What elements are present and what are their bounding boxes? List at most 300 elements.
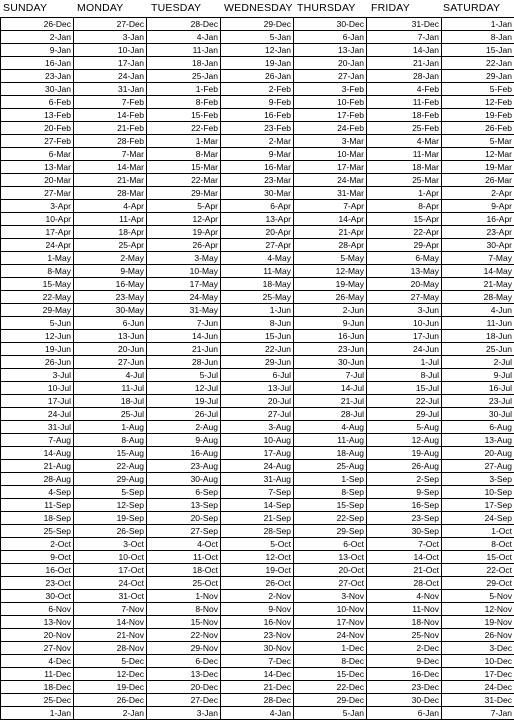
date-cell[interactable]: 30-Jan [1,83,74,96]
date-cell[interactable]: 3-Dec [442,642,514,655]
date-cell[interactable]: 11-Aug [294,434,367,447]
date-cell[interactable]: 1-Oct [442,525,514,538]
date-cell[interactable]: 4-Jul [74,369,147,382]
date-cell[interactable]: 19-Mar [442,161,514,174]
date-cell[interactable]: 8-Dec [294,655,367,668]
date-cell[interactable]: 2-Jan [74,707,147,720]
date-cell[interactable]: 22-Feb [147,122,221,135]
date-cell[interactable]: 20-Apr [221,226,294,239]
date-cell[interactable]: 8-Nov [147,603,221,616]
date-cell[interactable]: 21-Nov [74,629,147,642]
date-cell[interactable]: 6-Aug [442,421,514,434]
date-cell[interactable]: 15-Aug [74,447,147,460]
date-cell[interactable]: 6-Feb [1,96,74,109]
date-cell[interactable]: 8-Jul [367,369,442,382]
date-cell[interactable]: 16-Feb [221,109,294,122]
date-cell[interactable]: 9-Feb [221,96,294,109]
date-cell[interactable]: 6-Jan [367,707,442,720]
date-cell[interactable]: 29-Jul [367,408,442,421]
date-cell[interactable]: 29-Jun [221,356,294,369]
date-cell[interactable]: 29-Nov [147,642,221,655]
date-cell[interactable]: 8-Jun [221,317,294,330]
date-cell[interactable]: 10-Feb [294,96,367,109]
date-cell[interactable]: 29-Mar [147,187,221,200]
date-cell[interactable]: 17-Jul [1,395,74,408]
date-cell[interactable]: 16-Jul [442,382,514,395]
date-cell[interactable]: 28-Nov [74,642,147,655]
date-cell[interactable]: 8-Feb [147,96,221,109]
date-cell[interactable]: 8-May [1,265,74,278]
date-cell[interactable]: 7-May [442,252,514,265]
date-cell[interactable]: 20-Jan [294,57,367,70]
date-cell[interactable]: 4-Oct [147,538,221,551]
date-cell[interactable]: 29-Aug [74,473,147,486]
date-cell[interactable]: 15-Oct [442,551,514,564]
date-cell[interactable]: 1-Aug [74,421,147,434]
date-cell[interactable]: 4-Jan [147,31,221,44]
date-cell[interactable]: 3-Jan [147,707,221,720]
date-cell[interactable]: 4-Nov [367,590,442,603]
date-cell[interactable]: 21-Mar [74,174,147,187]
date-cell[interactable]: 18-Jun [442,330,514,343]
date-cell[interactable]: 9-Jan [1,44,74,57]
date-cell[interactable]: 27-Jan [294,70,367,83]
date-cell[interactable]: 31-May [147,304,221,317]
date-cell[interactable]: 23-Aug [147,460,221,473]
date-cell[interactable]: 1-Jun [221,304,294,317]
date-cell[interactable]: 7-Jun [147,317,221,330]
date-cell[interactable]: 10-Sep [442,486,514,499]
date-cell[interactable]: 28-Oct [367,577,442,590]
date-cell[interactable]: 15-Nov [147,616,221,629]
date-cell[interactable]: 4-Dec [1,655,74,668]
date-cell[interactable]: 9-Nov [221,603,294,616]
date-cell[interactable]: 29-Sep [294,525,367,538]
date-cell[interactable]: 10-Aug [221,434,294,447]
date-cell[interactable]: 16-Oct [1,564,74,577]
date-cell[interactable]: 14-Dec [221,668,294,681]
date-cell[interactable]: 25-Jun [442,343,514,356]
date-cell[interactable]: 2-Jan [1,31,74,44]
date-cell[interactable]: 13-Aug [442,434,514,447]
date-cell[interactable]: 2-Jul [442,356,514,369]
date-cell[interactable]: 24-Jul [1,408,74,421]
date-cell[interactable]: 6-May [367,252,442,265]
date-cell[interactable]: 9-Dec [367,655,442,668]
date-cell[interactable]: 20-May [367,278,442,291]
date-cell[interactable]: 30-Jun [294,356,367,369]
date-cell[interactable]: 31-Oct [74,590,147,603]
date-cell[interactable]: 2-Nov [221,590,294,603]
date-cell[interactable]: 21-Jul [294,395,367,408]
date-cell[interactable]: 15-Jan [442,44,514,57]
date-cell[interactable]: 18-Jul [74,395,147,408]
date-cell[interactable]: 19-Dec [74,681,147,694]
date-cell[interactable]: 27-May [367,291,442,304]
date-cell[interactable]: 16-Jan [1,57,74,70]
date-cell[interactable]: 28-Apr [294,239,367,252]
date-cell[interactable]: 13-Jul [221,382,294,395]
date-cell[interactable]: 23-Oct [1,577,74,590]
date-cell[interactable]: 7-Aug [1,434,74,447]
date-cell[interactable]: 20-Jun [74,343,147,356]
date-cell[interactable]: 24-May [147,291,221,304]
date-cell[interactable]: 1-Apr [367,187,442,200]
date-cell[interactable]: 22-Jan [442,57,514,70]
date-cell[interactable]: 20-Mar [1,174,74,187]
date-cell[interactable]: 1-Jan [1,707,74,720]
date-cell[interactable]: 24-Feb [294,122,367,135]
date-cell[interactable]: 2-Sep [367,473,442,486]
date-cell[interactable]: 17-Mar [294,161,367,174]
date-cell[interactable]: 11-Jun [442,317,514,330]
date-cell[interactable]: 19-Nov [442,616,514,629]
date-cell[interactable]: 23-Sep [367,512,442,525]
date-cell[interactable]: 10-Nov [294,603,367,616]
date-cell[interactable]: 23-Dec [367,681,442,694]
date-cell[interactable]: 12-Sep [74,499,147,512]
date-cell[interactable]: 3-May [147,252,221,265]
date-cell[interactable]: 25-Apr [74,239,147,252]
date-cell[interactable]: 11-Feb [367,96,442,109]
date-cell[interactable]: 22-Oct [442,564,514,577]
date-cell[interactable]: 24-Mar [294,174,367,187]
date-cell[interactable]: 17-Dec [442,668,514,681]
date-cell[interactable]: 5-Aug [367,421,442,434]
date-cell[interactable]: 26-Feb [442,122,514,135]
date-cell[interactable]: 20-Nov [1,629,74,642]
date-cell[interactable]: 8-Mar [147,148,221,161]
date-cell[interactable]: 14-Apr [294,213,367,226]
date-cell[interactable]: 7-Feb [74,96,147,109]
date-cell[interactable]: 30-Mar [221,187,294,200]
date-cell[interactable]: 25-May [221,291,294,304]
date-cell[interactable]: 7-Apr [294,200,367,213]
date-cell[interactable]: 13-Mar [1,161,74,174]
date-cell[interactable]: 2-Aug [147,421,221,434]
date-cell[interactable]: 21-Aug [1,460,74,473]
date-cell[interactable]: 29-Dec [221,18,294,31]
date-cell[interactable]: 27-Sep [147,525,221,538]
date-cell[interactable]: 19-May [294,278,367,291]
date-cell[interactable]: 22-Jun [221,343,294,356]
date-cell[interactable]: 11-Nov [367,603,442,616]
date-cell[interactable]: 24-Jan [74,70,147,83]
date-cell[interactable]: 14-Feb [74,109,147,122]
date-cell[interactable]: 19-Jan [221,57,294,70]
date-cell[interactable]: 24-Oct [74,577,147,590]
date-cell[interactable]: 4-Feb [367,83,442,96]
date-cell[interactable]: 21-Dec [221,681,294,694]
date-cell[interactable]: 11-Apr [74,213,147,226]
date-cell[interactable]: 17-Sep [442,499,514,512]
date-cell[interactable]: 2-May [74,252,147,265]
date-cell[interactable]: 19-Jul [147,395,221,408]
date-cell[interactable]: 23-Mar [221,174,294,187]
date-cell[interactable]: 4-Jun [442,304,514,317]
date-cell[interactable]: 19-Oct [221,564,294,577]
date-cell[interactable]: 27-Mar [1,187,74,200]
date-cell[interactable]: 3-Mar [294,135,367,148]
date-cell[interactable]: 17-Jan [74,57,147,70]
date-cell[interactable]: 5-May [294,252,367,265]
date-cell[interactable]: 6-Jan [294,31,367,44]
date-cell[interactable]: 27-Jun [74,356,147,369]
date-cell[interactable]: 17-May [147,278,221,291]
date-cell[interactable]: 14-Sep [221,499,294,512]
date-cell[interactable]: 7-Dec [221,655,294,668]
date-cell[interactable]: 9-Apr [442,200,514,213]
date-cell[interactable]: 28-Jan [367,70,442,83]
date-cell[interactable]: 9-Oct [1,551,74,564]
date-cell[interactable]: 12-Oct [221,551,294,564]
date-cell[interactable]: 16-Jun [294,330,367,343]
date-cell[interactable]: 26-Jun [1,356,74,369]
date-cell[interactable]: 10-Mar [294,148,367,161]
date-cell[interactable]: 28-Feb [74,135,147,148]
date-cell[interactable]: 28-Jul [294,408,367,421]
date-cell[interactable]: 4-May [221,252,294,265]
date-cell[interactable]: 18-Aug [294,447,367,460]
date-cell[interactable]: 3-Apr [1,200,74,213]
date-cell[interactable]: 30-Apr [442,239,514,252]
date-cell[interactable]: 12-Jul [147,382,221,395]
date-cell[interactable]: 25-Aug [294,460,367,473]
date-cell[interactable]: 27-Aug [442,460,514,473]
date-cell[interactable]: 24-Nov [294,629,367,642]
date-cell[interactable]: 10-Jan [74,44,147,57]
date-cell[interactable]: 22-Sep [294,512,367,525]
date-cell[interactable]: 1-Sep [294,473,367,486]
date-cell[interactable]: 23-Jul [442,395,514,408]
date-cell[interactable]: 22-Mar [147,174,221,187]
date-cell[interactable]: 13-Oct [294,551,367,564]
date-cell[interactable]: 9-May [74,265,147,278]
date-cell[interactable]: 26-Mar [442,174,514,187]
date-cell[interactable]: 1-Nov [147,590,221,603]
date-cell[interactable]: 13-Jun [74,330,147,343]
date-cell[interactable]: 22-Dec [294,681,367,694]
date-cell[interactable]: 12-Jun [1,330,74,343]
date-cell[interactable]: 18-Dec [1,681,74,694]
date-cell[interactable]: 12-Mar [442,148,514,161]
date-cell[interactable]: 22-May [1,291,74,304]
date-cell[interactable]: 8-Apr [367,200,442,213]
date-cell[interactable]: 29-Apr [367,239,442,252]
date-cell[interactable]: 17-Apr [1,226,74,239]
date-cell[interactable]: 24-Sep [442,512,514,525]
date-cell[interactable]: 5-Sep [74,486,147,499]
date-cell[interactable]: 3-Jun [367,304,442,317]
date-cell[interactable]: 25-Oct [147,577,221,590]
date-cell[interactable]: 4-Apr [74,200,147,213]
date-cell[interactable]: 16-Mar [221,161,294,174]
date-cell[interactable]: 26-Jul [147,408,221,421]
date-cell[interactable]: 6-Oct [294,538,367,551]
date-cell[interactable]: 5-Jan [294,707,367,720]
date-cell[interactable]: 4-Aug [294,421,367,434]
date-cell[interactable]: 23-Feb [221,122,294,135]
date-cell[interactable]: 26-Aug [367,460,442,473]
date-cell[interactable]: 6-Sep [147,486,221,499]
date-cell[interactable]: 7-Nov [74,603,147,616]
date-cell[interactable]: 6-Jul [221,369,294,382]
date-cell[interactable]: 30-Nov [221,642,294,655]
date-cell[interactable]: 18-Mar [367,161,442,174]
date-cell[interactable]: 16-Aug [147,447,221,460]
date-cell[interactable]: 5-Mar [442,135,514,148]
date-cell[interactable]: 3-Feb [294,83,367,96]
date-cell[interactable]: 21-Apr [294,226,367,239]
date-cell[interactable]: 13-Jan [294,44,367,57]
date-cell[interactable]: 23-Jan [1,70,74,83]
date-cell[interactable]: 28-Dec [221,694,294,707]
date-cell[interactable]: 12-Apr [147,213,221,226]
date-cell[interactable]: 6-Apr [221,200,294,213]
date-cell[interactable]: 21-May [442,278,514,291]
date-cell[interactable]: 23-Apr [442,226,514,239]
date-cell[interactable]: 28-Sep [221,525,294,538]
date-cell[interactable]: 6-Mar [1,148,74,161]
date-cell[interactable]: 14-Oct [367,551,442,564]
date-cell[interactable]: 22-Aug [74,460,147,473]
date-cell[interactable]: 2-Feb [221,83,294,96]
date-cell[interactable]: 26-Sep [74,525,147,538]
date-cell[interactable]: 26-Dec [1,18,74,31]
date-cell[interactable]: 17-Nov [294,616,367,629]
date-cell[interactable]: 30-Dec [294,18,367,31]
date-cell[interactable]: 4-Sep [1,486,74,499]
date-cell[interactable]: 27-Jul [221,408,294,421]
date-cell[interactable]: 15-Feb [147,109,221,122]
date-cell[interactable]: 5-Oct [221,538,294,551]
date-cell[interactable]: 11-Mar [367,148,442,161]
date-cell[interactable]: 6-Dec [147,655,221,668]
date-cell[interactable]: 12-Nov [442,603,514,616]
date-cell[interactable]: 19-Sep [74,512,147,525]
date-cell[interactable]: 30-Jul [442,408,514,421]
date-cell[interactable]: 13-Nov [1,616,74,629]
date-cell[interactable]: 25-Mar [367,174,442,187]
date-cell[interactable]: 9-Sep [367,486,442,499]
date-cell[interactable]: 11-May [221,265,294,278]
date-cell[interactable]: 20-Dec [147,681,221,694]
date-cell[interactable]: 14-Mar [74,161,147,174]
date-cell[interactable]: 26-Nov [442,629,514,642]
date-cell[interactable]: 20-Oct [294,564,367,577]
date-cell[interactable]: 13-Dec [147,668,221,681]
date-cell[interactable]: 27-Apr [221,239,294,252]
date-cell[interactable]: 2-Mar [221,135,294,148]
date-cell[interactable]: 27-Nov [1,642,74,655]
date-cell[interactable]: 21-Sep [221,512,294,525]
date-cell[interactable]: 30-Aug [147,473,221,486]
date-cell[interactable]: 15-Apr [367,213,442,226]
date-cell[interactable]: 15-Jun [221,330,294,343]
date-cell[interactable]: 20-Aug [442,447,514,460]
date-cell[interactable]: 18-May [221,278,294,291]
date-cell[interactable]: 31-Dec [367,18,442,31]
date-cell[interactable]: 10-Oct [74,551,147,564]
date-cell[interactable]: 10-Dec [442,655,514,668]
date-cell[interactable]: 16-Apr [442,213,514,226]
date-cell[interactable]: 7-Sep [221,486,294,499]
date-cell[interactable]: 29-Jan [442,70,514,83]
date-cell[interactable]: 29-May [1,304,74,317]
date-cell[interactable]: 17-Jun [367,330,442,343]
date-cell[interactable]: 1-Dec [294,642,367,655]
date-cell[interactable]: 23-May [74,291,147,304]
date-cell[interactable]: 24-Jun [367,343,442,356]
date-cell[interactable]: 1-Jan [442,18,514,31]
date-cell[interactable]: 28-Jun [147,356,221,369]
date-cell[interactable]: 14-Aug [1,447,74,460]
date-cell[interactable]: 11-Dec [1,668,74,681]
date-cell[interactable]: 18-Nov [367,616,442,629]
date-cell[interactable]: 23-Nov [221,629,294,642]
date-cell[interactable]: 5-Dec [74,655,147,668]
date-cell[interactable]: 1-May [1,252,74,265]
date-cell[interactable]: 5-Apr [147,200,221,213]
date-cell[interactable]: 6-Jun [74,317,147,330]
date-cell[interactable]: 20-Jul [221,395,294,408]
date-cell[interactable]: 18-Feb [367,109,442,122]
date-cell[interactable]: 26-Oct [221,577,294,590]
date-cell[interactable]: 30-May [74,304,147,317]
date-cell[interactable]: 14-Nov [74,616,147,629]
date-cell[interactable]: 7-Mar [74,148,147,161]
date-cell[interactable]: 15-Sep [294,499,367,512]
date-cell[interactable]: 28-Mar [74,187,147,200]
date-cell[interactable]: 25-Dec [1,694,74,707]
date-cell[interactable]: 5-Feb [442,83,514,96]
date-cell[interactable]: 18-Apr [74,226,147,239]
date-cell[interactable]: 26-Dec [74,694,147,707]
date-cell[interactable]: 12-May [294,265,367,278]
date-cell[interactable]: 12-Aug [367,434,442,447]
date-cell[interactable]: 2-Oct [1,538,74,551]
date-cell[interactable]: 14-Jun [147,330,221,343]
date-cell[interactable]: 22-Nov [147,629,221,642]
date-cell[interactable]: 25-Nov [367,629,442,642]
date-cell[interactable]: 16-Sep [367,499,442,512]
date-cell[interactable]: 2-Apr [442,187,514,200]
date-cell[interactable]: 21-Jun [147,343,221,356]
date-cell[interactable]: 10-Jun [367,317,442,330]
date-cell[interactable]: 25-Sep [1,525,74,538]
date-cell[interactable]: 2-Dec [367,642,442,655]
date-cell[interactable]: 24-Apr [1,239,74,252]
date-cell[interactable]: 26-May [294,291,367,304]
date-cell[interactable]: 3-Sep [442,473,514,486]
date-cell[interactable]: 8-Oct [442,538,514,551]
date-cell[interactable]: 31-Dec [442,694,514,707]
date-cell[interactable]: 9-Mar [221,148,294,161]
date-cell[interactable]: 7-Jul [294,369,367,382]
date-cell[interactable]: 5-Nov [442,590,514,603]
date-cell[interactable]: 21-Feb [74,122,147,135]
date-cell[interactable]: 20-Feb [1,122,74,135]
date-cell[interactable]: 19-Aug [367,447,442,460]
date-cell[interactable]: 15-Mar [147,161,221,174]
date-cell[interactable]: 11-Oct [147,551,221,564]
date-cell[interactable]: 1-Jul [367,356,442,369]
date-cell[interactable]: 12-Dec [74,668,147,681]
date-cell[interactable]: 15-May [1,278,74,291]
date-cell[interactable]: 9-Jun [294,317,367,330]
date-cell[interactable]: 28-May [442,291,514,304]
date-cell[interactable]: 22-Apr [367,226,442,239]
